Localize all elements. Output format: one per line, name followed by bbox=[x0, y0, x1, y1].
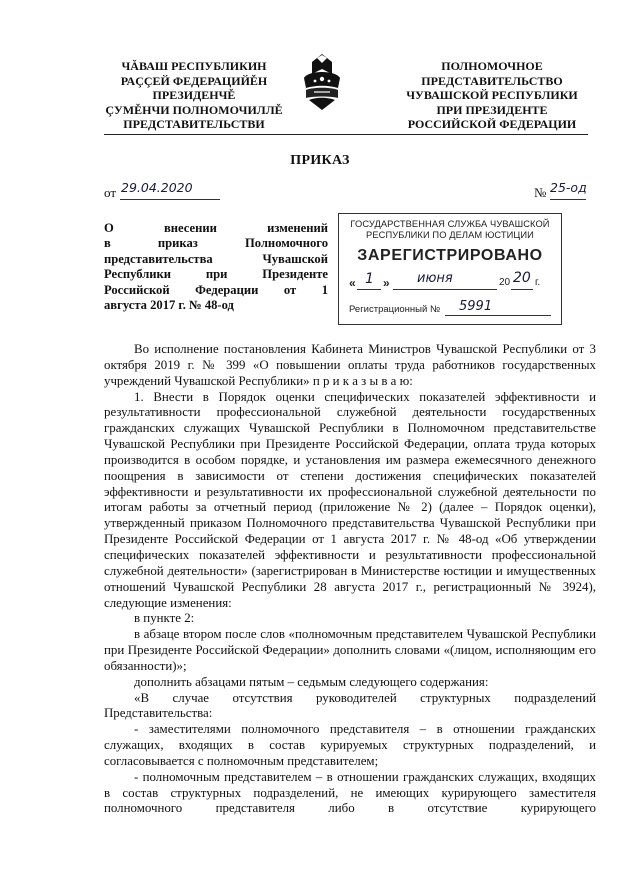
order-subject bbox=[104, 221, 328, 313]
stamp-registration-row bbox=[349, 299, 554, 318]
number-underline bbox=[550, 199, 586, 200]
header-right-block bbox=[392, 59, 592, 132]
stamp-open-quote: « bbox=[349, 276, 356, 290]
header-right-line: ПОЛНОМОЧНОЕ bbox=[441, 59, 543, 73]
subject-line: О внесении изменений bbox=[104, 221, 328, 235]
stamp-month: июня bbox=[417, 271, 453, 286]
chuvash-coat-of-arms-icon bbox=[298, 52, 346, 112]
header-right-line: ПРЕДСТАВИТЕЛЬСТВО bbox=[421, 73, 563, 88]
subject-line: представительства Чувашской bbox=[104, 251, 328, 266]
stamp-year-suffix: 20 bbox=[513, 270, 531, 286]
stamp-reg-number: 5991 bbox=[459, 299, 493, 314]
header-left-block bbox=[104, 59, 284, 132]
stamp-year-prefix: 20 bbox=[499, 277, 511, 288]
stamp-date-row bbox=[349, 270, 554, 294]
header-right-line: РОССИЙСКОЙ ФЕДЕРАЦИИ bbox=[407, 117, 577, 131]
stamp-close-quote: » bbox=[383, 276, 390, 290]
body-paragraph: «В случае отсутствия руководителей структурных подразделений Представительства: bbox=[104, 690, 596, 721]
body-paragraph: - заместителями полномочного представителя – в отношении гражданских служащих, входящих в состав курируемых структурных подразделений, и согласовывается с полномочным представителем; bbox=[104, 722, 596, 768]
body-paragraph: 1. Внести в Порядок оценки специфических показателей эффективности и результативности профессиональной служебной деятельности государственных гражданских служащих Чувашской Республики в Полномочном представительстве Чувашской Республики при Президенте Российской Федерации, оплата труда которых производится в особом порядке, и установления им размера ежемесячного денежного поощрения в зависимости от степени достижения специфических показателей эффективности и результативности их профессиональной служебной деятельности по итогам работы за отчетный период (приложение № 2) (далее – Порядок оценки), утвержденный приказом Полномочного представительства Чувашской Республики при Президенте Российской Федерации от 1 августа 2017 г. № 48-од «Об утверждении специфических показателей эффективности и результативности профессиональной служебной деятельности» (зарегистрирован в Министерстве юстиции и имущественных отношений Чувашской Республики 28 августа 2017 г., регистрационный № 3924), следующие изменения: bbox=[104, 389, 596, 610]
stamp-org-line: ГОСУДАРСТВЕННАЯ СЛУЖБА ЧУВАШСКОЙ bbox=[350, 219, 550, 229]
subject-line: Российской Федерации от 1 bbox=[104, 282, 328, 297]
order-body bbox=[104, 342, 596, 817]
body-paragraph: в абзаце втором после слов «полномочным представителем Чувашской Республики при Президенте Российской Федерации» дополнить словами «(лицом, исполняющим его обязанности)»; bbox=[104, 627, 596, 673]
body-paragraph: - полномочным представителем – в отношении гражданских служащих, входящих в состав структурных подразделений, не имеющих курирующего заместителя полномочного представителя либо в отсутствие курирующего bbox=[104, 769, 596, 816]
header-left-line: ÇУМĚНЧИ ПОЛНОМОЧИЛЛĚ bbox=[105, 102, 283, 117]
stamp-month-underline bbox=[393, 289, 497, 290]
body-paragraph: в пункте 2: bbox=[134, 611, 195, 626]
date-label: от bbox=[104, 185, 117, 200]
number-value: 25-од bbox=[550, 180, 587, 195]
header-right-line: ПРИ ПРЕЗИДЕНТЕ bbox=[436, 102, 548, 117]
stamp-year-unit: г. bbox=[535, 277, 541, 288]
subject-line: в приказ Полномочного bbox=[104, 236, 328, 251]
body-paragraph: Во исполнение постановления Кабинета Министров Чувашской Республики от 3 октября 2019 г. № 399 «О повышении оплаты труда работников государственных учреждений Чувашской Республики» п р и к а з ы в а ю: bbox=[104, 342, 596, 388]
header-left-line: ЧĂВАШ РЕСПУБЛИКИН bbox=[121, 59, 267, 73]
header-left-line: ПРЕЗИДЕНЧĚ bbox=[152, 88, 236, 102]
stamp-day: 1 bbox=[365, 271, 374, 287]
header-left-line: РАÇÇЕЙ ФЕДЕРАЦИЙĚН bbox=[120, 73, 268, 88]
stamp-org-line: РЕСПУБЛИКИ ПО ДЕЛАМ ЮСТИЦИИ bbox=[366, 230, 534, 240]
header-left-line: ПРЕДСТАВИТЕЛЬСТВИ bbox=[123, 117, 265, 131]
number-label: № bbox=[534, 185, 547, 200]
stamp-year-underline bbox=[511, 289, 533, 290]
stamp-reg-underline bbox=[445, 315, 551, 316]
stamp-organization bbox=[339, 219, 561, 241]
stamp-status: ЗАРЕГИСТРИРОВАНО bbox=[357, 247, 543, 264]
stamp-reg-label: Регистрационный № bbox=[349, 304, 441, 315]
subject-line: августа 2017 г. № 48-од bbox=[104, 298, 234, 313]
header-divider bbox=[104, 134, 588, 135]
date-value: 29.04.2020 bbox=[121, 180, 193, 195]
registration-stamp bbox=[338, 213, 562, 325]
subject-line: Республики при Президенте bbox=[104, 267, 328, 282]
header-right-line: ЧУВАШСКОЙ РЕСПУБЛИКИ bbox=[406, 88, 578, 102]
stamp-day-underline bbox=[357, 289, 381, 290]
date-underline bbox=[120, 199, 220, 200]
document-title: ПРИКАЗ bbox=[290, 153, 350, 168]
body-paragraph: дополнить абзацами пятым – седьмым следующего содержания: bbox=[134, 674, 489, 689]
